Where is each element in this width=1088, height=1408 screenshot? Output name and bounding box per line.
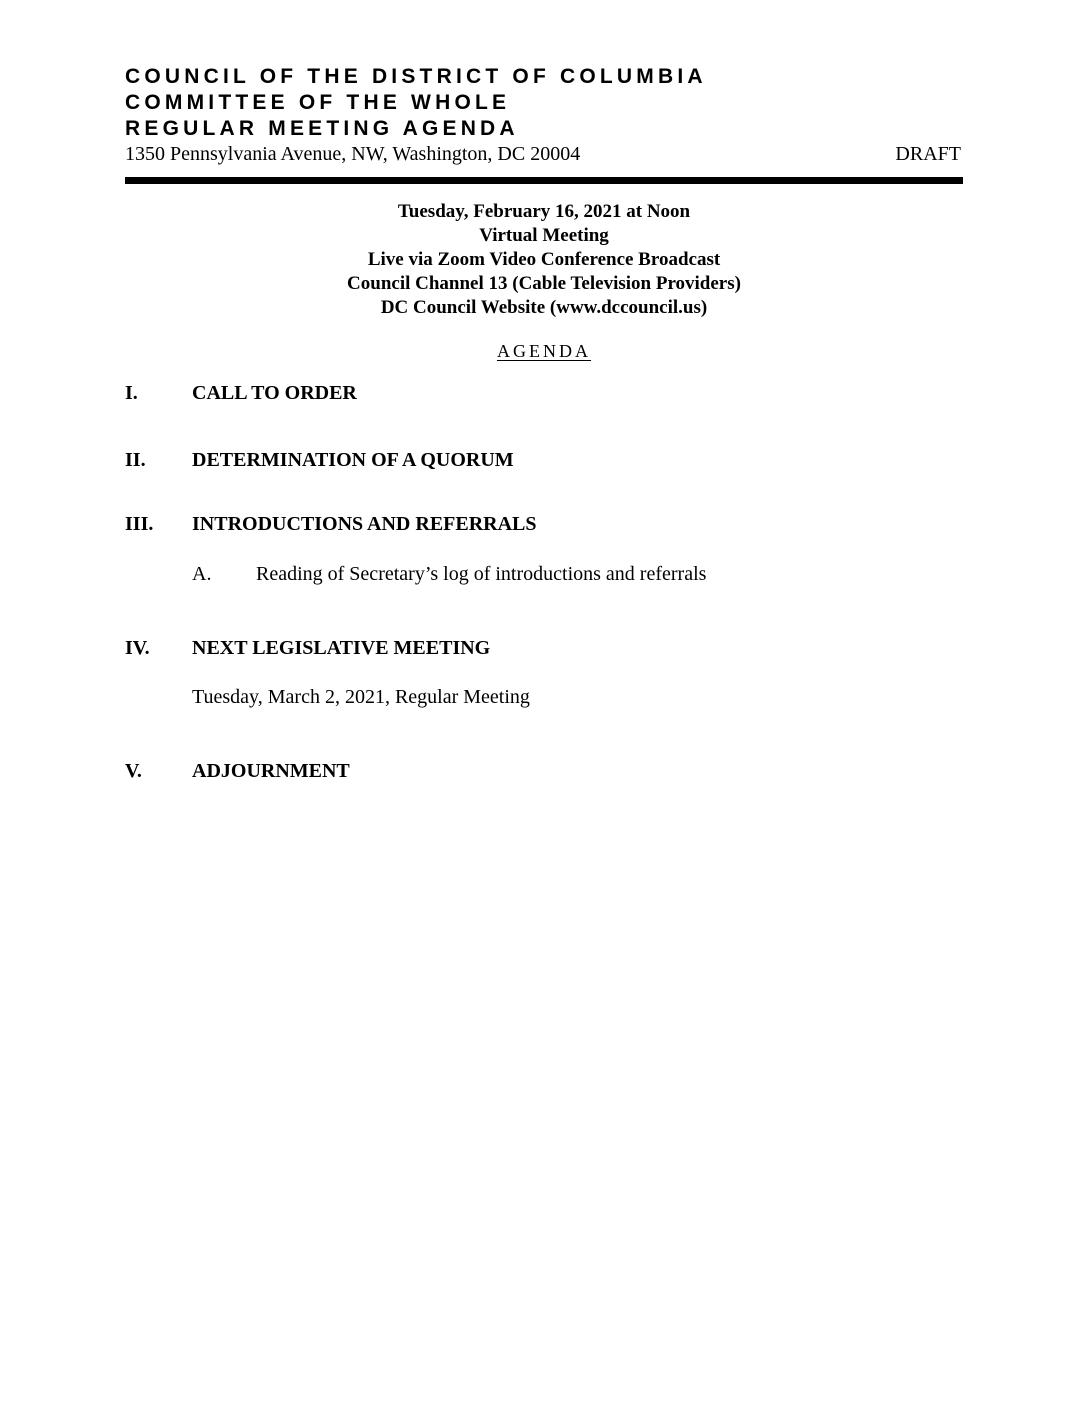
document-header [125,64,963,168]
agenda-subitem-text: Reading of Secretary’s log of introductions and referrals [256,563,707,585]
agenda-item-title: ADJOURNMENT [192,760,350,782]
meeting-info [125,200,963,320]
meeting-date: Tuesday, February 16, 2021 at Noon [397,201,691,222]
agenda-item-number: III. [125,513,154,535]
draft-label: DRAFT [895,143,961,165]
agenda-subitem-letter: A. [192,563,212,585]
agenda-heading [125,340,963,362]
next-meeting-date: Tuesday, March 2, 2021, Regular Meeting [192,686,530,708]
address-row [125,142,963,168]
agenda-item-title: CALL TO ORDER [192,382,357,404]
agenda-heading-text: AGENDA [497,341,591,361]
meeting-website: DC Council Website (www.dccouncil.us) [380,297,708,318]
agenda-item-number: V. [125,760,142,782]
meeting-format: Virtual Meeting [479,225,609,246]
agenda-item-title: INTRODUCTIONS AND REFERRALS [192,513,537,535]
council-name: COUNCIL OF THE DISTRICT OF COLUMBIA [125,65,707,88]
agenda-item-number: I. [125,382,138,404]
header-divider [125,177,963,184]
document-type: REGULAR MEETING AGENDA [125,117,519,140]
agenda-item-number: II. [125,449,146,471]
meeting-channel: Council Channel 13 (Cable Television Providers) [347,273,741,294]
agenda-item-title: DETERMINATION OF A QUORUM [192,449,514,471]
agenda-item-number: IV. [125,637,150,659]
committee-name: COMMITTEE OF THE WHOLE [125,91,511,114]
agenda-item-title: NEXT LEGISLATIVE MEETING [192,637,491,659]
meeting-broadcast: Live via Zoom Video Conference Broadcast [367,249,721,270]
council-address: 1350 Pennsylvania Avenue, NW, Washington, DC 20004 [125,143,581,165]
